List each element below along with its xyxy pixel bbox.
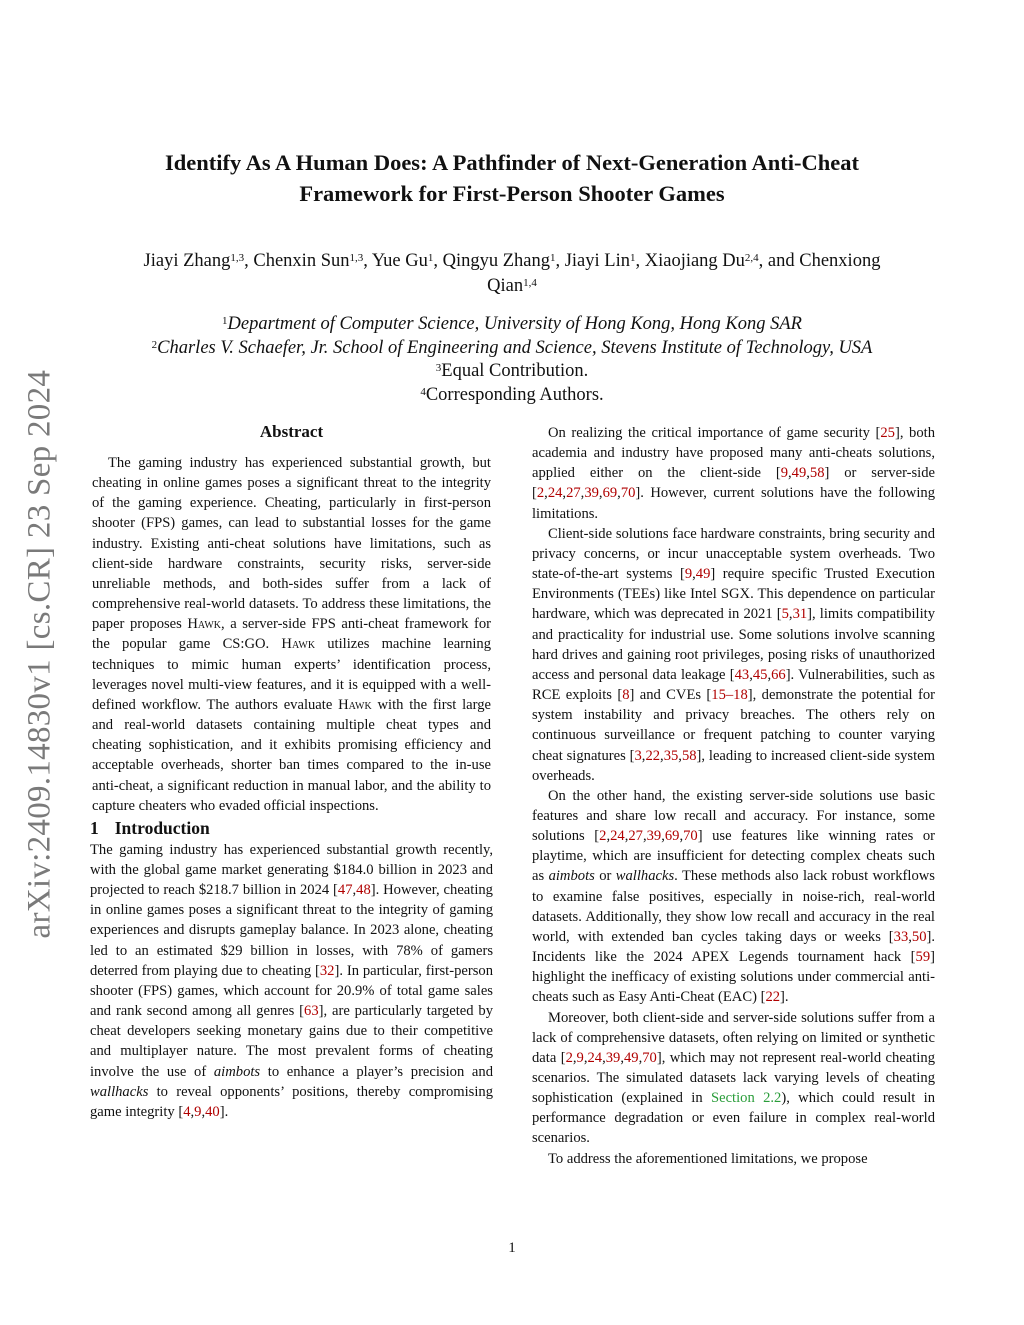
citation-link[interactable]: 24 [547,485,563,502]
citation-link[interactable]: 43 [734,666,750,683]
citation-link[interactable]: 5 [781,606,789,623]
citation-link[interactable]: 2 [599,828,607,845]
author-name: Xiaojiang Du [644,251,745,271]
note-corresponding: $^4$Corresponding Authors. [420,384,604,405]
citation-link[interactable]: 24 [587,1049,603,1066]
citation-link[interactable]: 39 [584,485,599,502]
citation-link[interactable]: 22 [765,989,781,1006]
arxiv-sidebar-stamp: arXiv:2409.14830v1 [cs.CR] 23 Sep 2024 [21,369,58,939]
abstract-heading: Abstract [259,422,324,441]
citation-link[interactable]: 49 [624,1049,639,1066]
intro-paragraph: The gaming industry has experienced substantial growth recently, with the global game market generating $184.0 billion in 2023 and projected to reach $218.7 billion in 2024 [47,48]. However, cheating in online games poses a significant threat to the integrity of gaming experiences and disrupts gameplay balance. In 2023 alone, cheating led to an estimated $29 billion in losses, with 78% of gamers deterred from playing due to cheating [32]. In particular, first-person shooter (FPS) games, which account for 20.9% of total game sales and rank second among all genres [63], are particularly targeted by cheat developers seeking monetary gains due to their competitive and multiplayer nature. The most prevalent forms of cheating involve the use of aimbots to enhance a player’s precision and wallhacks to reveal opponents’ positions, thereby compromising game integrity [4,9,40]. [90,841,494,1120]
affiliation-2: $^2$Charles V. Schaefer, Jr. School of Engineering and Science, Stevens Institute of Technology, USA [151,337,873,358]
left-column [90,421,493,1122]
citation-link[interactable]: 35 [663,747,679,764]
author-name: Yue Gu [371,251,428,271]
citation-link[interactable]: 4 [183,1103,191,1120]
body-paragraph: On the other hand, the existing server-side solutions use basic features and share low recall and accuracy. For instance, some solutions [2,24,27,39,69,70] use features like winning rates or playtime, which are insufficient for detecting complex cheats such as aimbots or wallhacks. These methods also lack robust workflows to examine false positives, especially in noise-rich, real-world datasets. Additionally, they show low recall and accuracy in the real world, with extended ban cycles taking days or weeks [33,50]. Incidents like the 2024 APEX Legends tournament hack [59] highlight the inefficacy of existing solutions under commercial anti-cheats such as Easy Anti-Cheat (EAC) [22]. [532,787,936,1006]
citation-link[interactable]: 31 [792,606,808,623]
citation-link[interactable]: 50 [911,928,927,945]
author-name: Qian [487,276,524,296]
section-reference-link[interactable]: Section 2.2 [710,1090,782,1107]
citation-link[interactable]: 40 [205,1103,220,1120]
citation-link[interactable]: 8 [622,687,630,704]
author-name: Jiayi Lin [564,251,630,271]
author-name: Chenxin Sun [253,251,350,271]
body-paragraph: Client-side solutions face hardware constraints, bring security and privacy concerns, or incur unacceptable system overheads. Two state-of-the-art systems [9,49] require specific Trusted Execution Environments (TEEs) like Intel SGX. This dependence on particular hardware, which was deprecated in 2021 [5,31], limits compatibility and practicality for industrial use. Some solutions involve scanning hard drives and gaining root privileges, posing risks of unauthorized access and personal data leakage [43,45,66]. Vulnerabilities, such as RCE exploits [8] and CVEs [15–18], demonstrate the potential for system instability and privacy breaches. The others rely on continuous surveillance or frequent patching to counter varying cheat signatures [3,22,35,58], leading to increased client-side system overheads. [532,525,935,784]
citation-link[interactable]: 39 [646,828,662,845]
citation-link[interactable]: 70 [683,828,698,845]
page-number: 1 [508,1240,516,1256]
citation-link[interactable]: 27 [566,485,581,502]
citation-link[interactable]: 48 [356,882,371,899]
citation-link[interactable]: 70 [642,1049,657,1066]
citation-link[interactable]: 59 [915,949,931,966]
paper-title [80,147,944,209]
citation-link[interactable]: 69 [664,828,680,845]
author-name: Qingyu Zhang [442,251,550,271]
citation-link[interactable]: 63 [304,1003,319,1020]
note-equal-contribution: $^3$Equal Contribution. [435,361,589,381]
author-list [80,249,944,299]
citation-link[interactable]: 22 [645,747,661,764]
citation-link[interactable]: 25 [880,425,895,441]
abstract-paragraph: The gaming industry has experienced substantial growth, but cheating in online games poses a significant threat to the integrity of the gaming experience. Cheating, particularly in first-person shooter (FPS) games, can lead to substantial losses for the game industry. Existing anti-cheat solutions have limitations, such as client-side hardware constraints, security risks, server-side unreliable methods, and both-sides suffer from a lack of comprehensive real-world datasets. To address these limitations, the paper proposes Hawk, a server-side FPS anti-cheat framework for the popular game CS:GO. Hawk utilizes machine learning techniques to mimic human experts’ identification process, leverages novel multi-view features, and it is equipped with a well-defined workflow. The authors evaluate Hawk with the first large and real-world datasets containing multiple cheat types and cheating sophistication, and it exhibits promising efficiency and acceptable overheads, shorter ban times compared to the in-use anti-cheat, a significant reduction in manual labor, and the ability to capture cheaters who evaded official inspections. [92,455,492,814]
citation-link[interactable]: 39 [605,1049,621,1066]
title-line-2: Framework for First-Person Shooter Games [299,181,725,206]
affiliations [80,313,944,407]
citation-link[interactable]: 49 [695,566,711,583]
affiliation-1: $^1$Department of Computer Science, University of Hong Kong, Hong Kong SAR [222,314,802,334]
citation-link[interactable]: 9 [194,1103,202,1120]
citation-link[interactable]: 69 [602,485,618,502]
author-line-2: Qian$^{1,4}$ [487,276,537,296]
section-heading-introduction: 1 Introduction [90,817,210,838]
body-paragraph: Moreover, both client-side and server-side solutions suffer from a lack of comprehensive datasets, often relying on limited or synthetic data [2,9,24,39,49,70], which may not represent real-world cheating scenarios. The simulated datasets lack varying levels of cheating sophistication (explained in Section 2.2), which could result in performance degradation or even failure in complex real-world scenarios. [532,1009,935,1147]
title-line-1: Identify As A Human Does: A Pathfinder of Next-Generation Anti-Cheat [165,150,859,175]
citation-link[interactable]: 24 [610,828,625,845]
citation-link[interactable]: 66 [771,666,786,683]
citation-link[interactable]: 58 [809,465,825,482]
citation-link[interactable]: 70 [620,485,636,502]
body-paragraph: To address the aforementioned limitations, we propose [548,1150,868,1167]
citation-link[interactable]: 2 [536,485,545,502]
citation-link[interactable]: 32 [319,962,335,979]
body-paragraph: On realizing the critical importance of game security [25], both academia and industry have proposed many anti-cheats solutions, applied either on the client-side [9,49,58] or server-side [2,24,27,39,69,70]. However, current solutions have the following limitations. [532,425,936,522]
citation-link[interactable]: 9 [684,566,693,583]
citation-link[interactable]: 15–18 [711,687,748,704]
right-column [532,423,935,1169]
citation-link[interactable]: 27 [628,828,643,845]
citation-link[interactable]: 33 [893,928,909,945]
citation-link[interactable]: 49 [791,465,807,482]
author-name: Jiayi Zhang [143,251,231,271]
citation-link[interactable]: 47 [337,882,353,899]
citation-link[interactable]: 3 [634,747,642,764]
citation-link[interactable]: 2 [565,1049,573,1066]
citation-link[interactable]: 9 [576,1049,584,1066]
citation-link[interactable]: 9 [780,465,788,482]
author-line-1: Jiayi Zhang$^{1,3}$, Chenxin Sun$^{1,3}$, Yue Gu$^1$, Qingyu Zhang$^1$, Jiayi Lin$^1$, Xiaojiang Du$^{2,4}$, and Chenxiong [143,251,881,271]
citation-link[interactable]: 58 [681,747,697,764]
citation-link[interactable]: 45 [752,666,768,683]
abstract-body [90,453,493,816]
